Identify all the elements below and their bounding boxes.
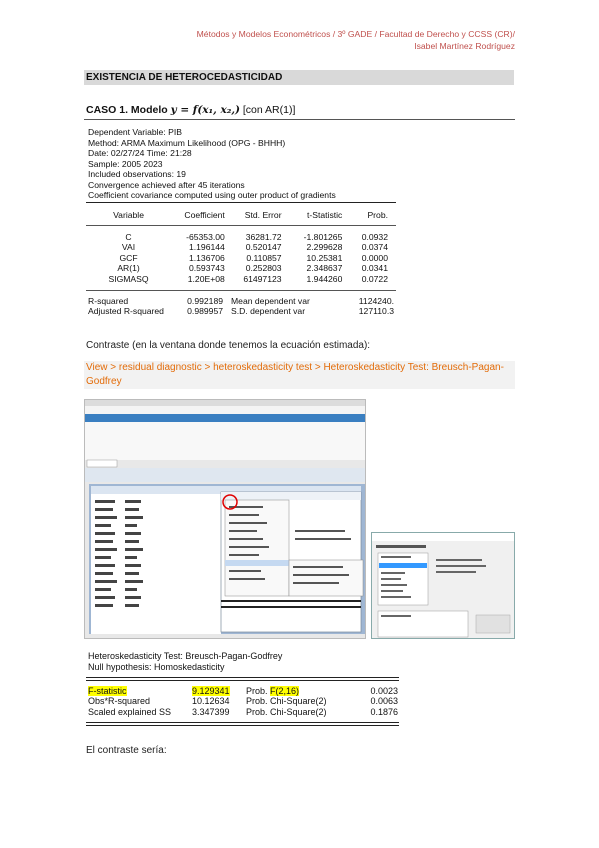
cell: 0.593743: [188, 263, 225, 274]
cell: 0.110857: [246, 252, 282, 263]
cell: 1.20E+08: [187, 273, 225, 284]
cell: C: [125, 232, 132, 242]
cell: Obs*R-squared: [88, 696, 151, 707]
software-screenshot: [84, 399, 366, 639]
section-title: EXISTENCIA DE HETEROCEDASTICIDAD: [84, 70, 514, 85]
col-header: Prob.: [367, 210, 388, 220]
cell: 0.1876: [370, 706, 398, 717]
case-suffix: [con AR(1)]: [239, 104, 296, 116]
cell: 1.196144: [188, 242, 225, 253]
cell: 36281.72: [245, 232, 282, 242]
cell: 0.0722: [361, 273, 388, 284]
table-rule-bottom: [86, 290, 396, 291]
closing-text: El contraste sería:: [86, 745, 167, 756]
test-title: Heteroskedasticity Test: Breusch-Pagan-Godfrey: [88, 651, 283, 661]
cell: 0.0000: [361, 252, 388, 263]
table-row: [88, 232, 388, 242]
meta-line: Sample: 2005 2023: [88, 158, 163, 169]
table-row: [88, 242, 388, 252]
case-underline: [84, 119, 515, 120]
meta-line: Convergence achieved after 45 iterations: [88, 179, 245, 190]
cell: 0.0932: [361, 232, 388, 242]
cell: 10.25381: [306, 252, 343, 263]
cell: 0.989957: [187, 306, 223, 317]
meta-line: Included observations: 19: [88, 169, 186, 179]
dialog-screenshot-image: [372, 533, 515, 639]
cell: -1.801265: [303, 232, 343, 242]
test-rule-bottom-2: [86, 725, 399, 726]
cell: 1124240.: [358, 296, 394, 306]
cell: R-squared: [88, 296, 129, 306]
cell: [238, 686, 364, 696]
cell: 61497123: [243, 273, 282, 284]
software-screenshot-image: [85, 400, 366, 639]
cell: VAI: [121, 242, 136, 253]
case-label: CASO 1. Modelo: [86, 104, 171, 116]
cell: 0.252803: [245, 263, 282, 274]
dialog-screenshot: [371, 532, 515, 639]
meta-line: Dependent Variable: PIB: [88, 127, 182, 137]
estimation-meta: [88, 127, 336, 201]
cell: SIGMASQ: [108, 273, 149, 284]
test-null-hypothesis: Null hypothesis: Homoskedasticity: [88, 661, 225, 672]
cell: S.D. dependent var: [231, 306, 306, 317]
table-rule-top: [86, 202, 396, 203]
col-header: Coefficient: [184, 210, 225, 220]
meta-line: Coefficient covariance computed using outer product of gradients: [88, 190, 336, 200]
cell: Adjusted R-squared: [88, 306, 164, 317]
table-row: [88, 274, 388, 284]
cell: AR(1): [117, 263, 140, 274]
cell: Mean dependent var: [231, 296, 310, 306]
f-distribution-label: F(2,16): [270, 686, 300, 696]
cell: 0.0063: [370, 696, 398, 707]
table-row: [88, 296, 394, 306]
cell: 0.992189: [187, 296, 223, 306]
cell: GCF: [119, 252, 138, 263]
coefficient-table: [88, 210, 388, 220]
cell: 127110.3: [358, 306, 394, 317]
case-heading: [86, 104, 295, 116]
header-line-1: Métodos y Modelos Econométricos / 3º GADE / Facultad de Derecho y CCSS (CR)/: [196, 29, 515, 39]
contrast-text: Contraste (en la ventana donde tenemos la ecuación estimada):: [86, 340, 371, 351]
cell: 2.348637: [306, 263, 343, 274]
col-header: Std. Error: [244, 210, 282, 220]
col-header: Variable: [113, 210, 144, 220]
cell: 0.520147: [245, 242, 282, 253]
cell: Prob. Chi-Square(2): [246, 706, 327, 717]
test-table: [88, 686, 398, 717]
test-rule-top: [86, 677, 399, 678]
cell: 0.0023: [370, 686, 398, 696]
prob-label-a: Prob.: [246, 686, 271, 696]
cell: -65353.00: [186, 232, 225, 242]
cell: 0.0341: [361, 263, 388, 274]
test-rule-bottom: [86, 722, 399, 723]
table-row: [88, 696, 398, 706]
table-row: [88, 707, 398, 717]
cell: 3.347399: [192, 706, 230, 717]
col-header: t-Statistic: [307, 210, 343, 220]
table-header-row: [88, 210, 388, 220]
coefficient-rows: [88, 232, 388, 284]
cell: Prob. Chi-Square(2): [246, 696, 327, 707]
meta-line: Method: ARMA Maximum Likelihood (OPG - BHHH): [88, 137, 286, 148]
cell: 10.12634: [192, 696, 230, 707]
table-row: [88, 253, 388, 263]
test-heading: [88, 651, 282, 672]
cell: 1.136706: [188, 252, 225, 263]
table-row: [88, 686, 398, 696]
meta-line: Date: 02/27/24 Time: 21:28: [88, 148, 192, 158]
summary-stats: [88, 296, 394, 317]
test-rule-top-2: [86, 680, 399, 681]
cell: 1.944260: [306, 273, 343, 284]
case-formula: y = f(x₁, x₂,): [170, 104, 240, 116]
cell: Scaled explained SS: [88, 706, 172, 717]
table-row: [88, 306, 394, 316]
f-statistic-value: 9.129341: [192, 686, 230, 696]
page-header: [197, 28, 515, 52]
f-statistic-label: F-statistic: [88, 686, 127, 696]
cell: 2.299628: [306, 242, 343, 253]
table-row: [88, 263, 388, 273]
table-rule-header: [86, 225, 396, 226]
menu-path: View > residual diagnostic > heteroskedasticity test > Heteroskedasticity Test: Breusch-Pagan-Godfrey: [84, 361, 515, 389]
cell: 0.0374: [361, 242, 388, 253]
header-line-2: Isabel Martínez Rodríguez: [414, 41, 515, 51]
